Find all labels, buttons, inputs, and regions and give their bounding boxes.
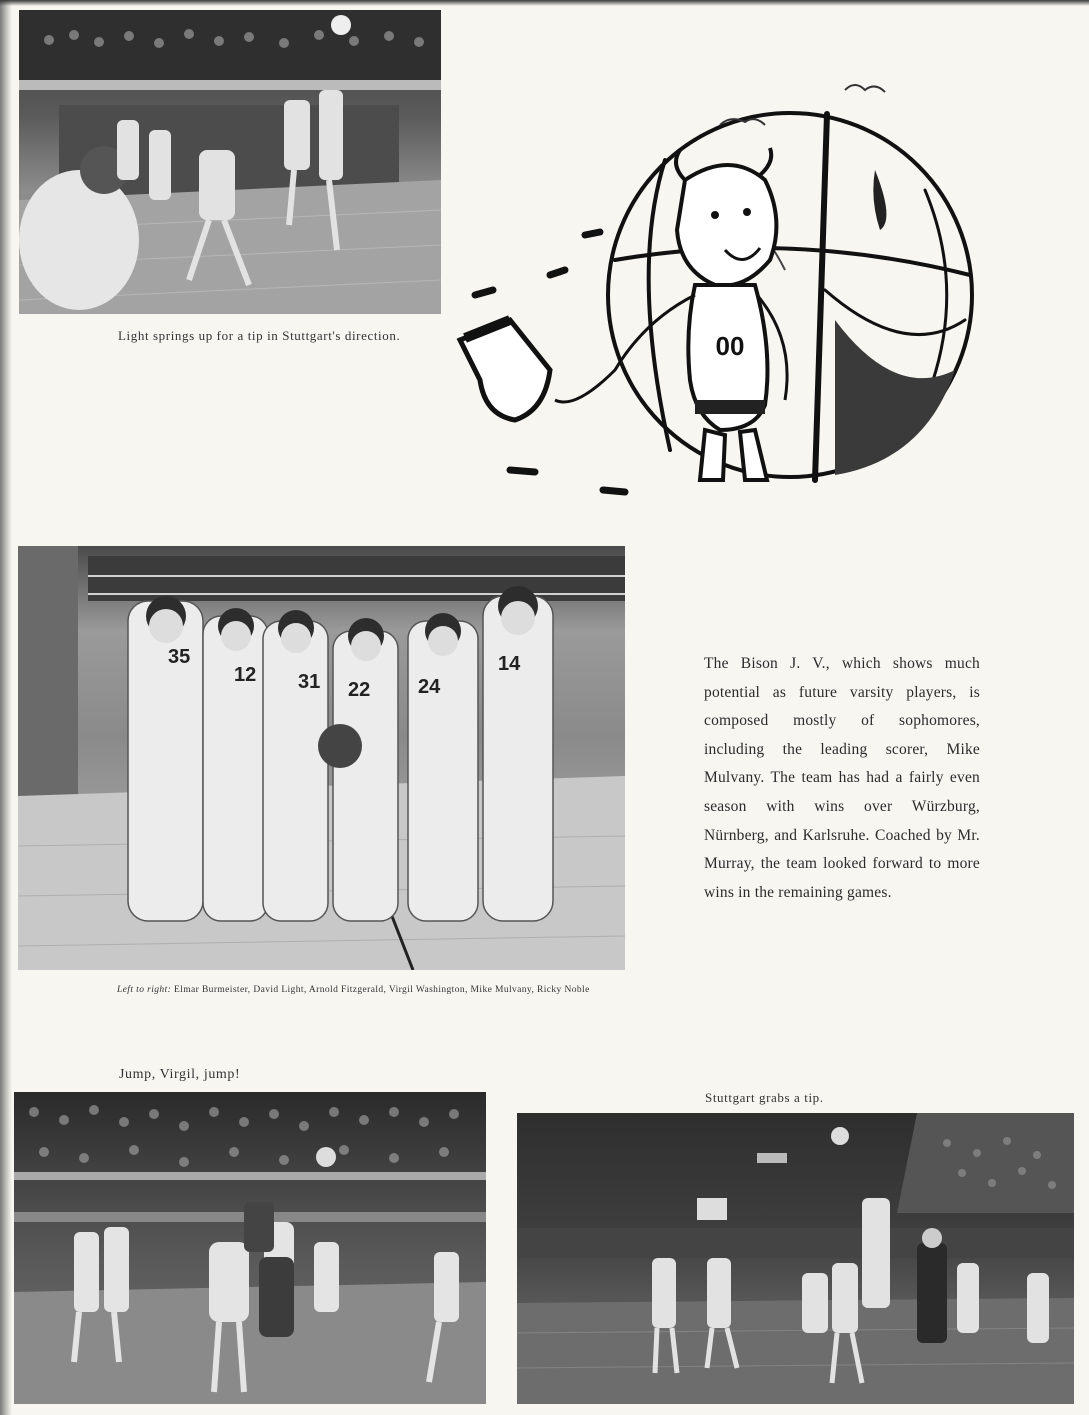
caption-team-portrait-label: Left to right:: [117, 985, 172, 995]
caption-jump-virgil: Jump, Virgil, jump!: [119, 1067, 241, 1082]
mascot-shirt-number: 00: [715, 331, 745, 361]
photo-team-portrait: [18, 546, 625, 970]
jersey-number-2: 12: [234, 664, 257, 686]
photo-jump-virgil: [14, 1092, 486, 1404]
page-edge-shadow: [0, 0, 12, 1415]
jersey-number-1: 35: [168, 646, 191, 668]
photo-stuttgart-tip: [517, 1113, 1074, 1404]
jersey-number-4: 22: [348, 679, 371, 701]
photo-tip-off: [19, 10, 441, 314]
caption-team-portrait: [117, 985, 677, 996]
jersey-number-6: 14: [498, 653, 521, 675]
caption-stuttgart-tip: Stuttgart grabs a tip.: [705, 1090, 824, 1105]
page-top-shadow: [0, 0, 1089, 6]
jersey-number-5: 24: [418, 676, 441, 698]
bison-mascot-cartoon: [455, 70, 975, 520]
caption-team-portrait-names: Elmar Burmeister, David Light, Arnold Fitzgerald, Virgil Washington, Mike Mulvany, Ricky Noble: [173, 985, 590, 995]
caption-tip-off: Light springs up for a tip in Stuttgart's direction.: [118, 328, 401, 343]
jersey-number-3: 31: [298, 671, 321, 693]
article-body-text: The Bison J. V., which shows much potential as future varsity players, is composed mostly of sophomores, including the leading scorer, Mike Mulvany. The team has had a fairly even season with wins over Würzburg, Nürnberg, and Karlsruhe. Coached by Mr. Murray, the team looked forward to more wins in the remaining games.: [704, 655, 980, 901]
